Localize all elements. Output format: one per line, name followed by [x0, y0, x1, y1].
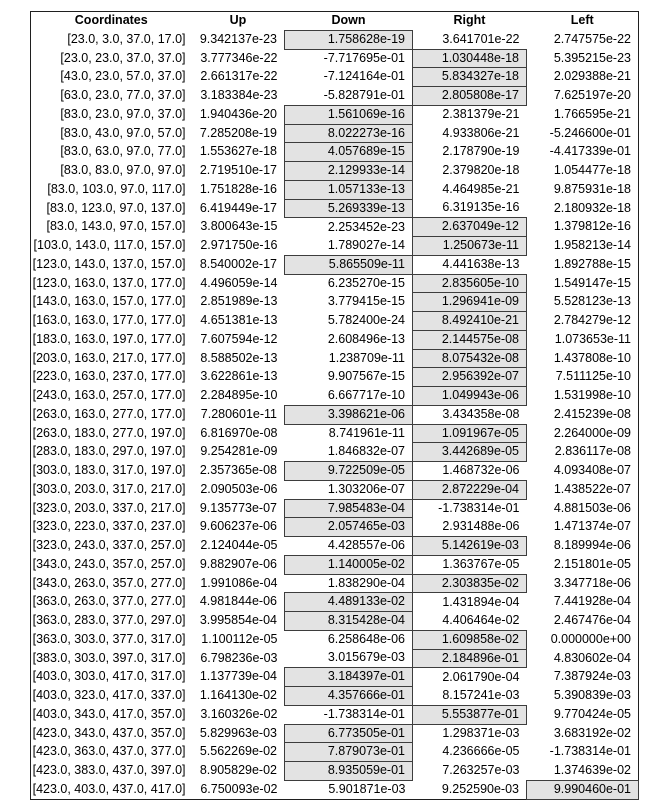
cell-right: 2.835605e-10	[413, 274, 527, 293]
cell-down: 8.315428e-04	[285, 612, 413, 631]
cell-coordinates: [223.0, 163.0, 237.0, 177.0]	[32, 369, 186, 384]
cell-down: 2.253452e-23	[327, 219, 405, 234]
cell-left: 9.990460e-01	[527, 780, 639, 799]
table-row	[31, 780, 639, 799]
table-row	[31, 312, 639, 331]
cell-down: 6.773505e-01	[285, 724, 413, 743]
cell-coordinates: [363.0, 263.0, 377.0, 277.0]	[32, 594, 186, 609]
cell-right: 2.381379e-21	[442, 107, 520, 121]
cell-left: 2.836117e-08	[554, 444, 631, 459]
cell-right: 2.379820e-18	[442, 163, 520, 177]
cell-coordinates: [323.0, 243.0, 337.0, 257.0]	[32, 538, 186, 552]
cell-down: 1.758628e-19	[285, 30, 413, 49]
table-row	[31, 649, 639, 668]
cell-left: 1.379812e-16	[553, 219, 631, 234]
cell-up: 8.588502e-13	[200, 350, 278, 365]
cell-down: 1.838290e-04	[327, 575, 405, 590]
cell-coordinates: [423.0, 383.0, 437.0, 397.0]	[32, 763, 186, 777]
table-row	[31, 762, 639, 781]
cell-right: 3.641701e-22	[442, 31, 520, 46]
cell-coordinates: [323.0, 223.0, 337.0, 237.0]	[32, 519, 186, 534]
cell-down: 9.722509e-05	[285, 462, 413, 481]
table-row	[31, 705, 639, 724]
cell-up: 1.164130e-02	[199, 688, 277, 702]
cell-right: 5.553877e-01	[413, 705, 527, 724]
cell-left: 3.347718e-06	[553, 575, 631, 590]
cell-coordinates: [363.0, 303.0, 377.0, 317.0]	[32, 631, 186, 646]
table-row	[31, 237, 639, 256]
cell-right: 4.464985e-21	[442, 181, 520, 196]
cell-down: -5.828791e-01	[323, 87, 405, 102]
cell-right: 7.263257e-03	[442, 763, 520, 777]
cell-right: 2.805808e-17	[413, 87, 527, 106]
cell-up: 9.342137e-23	[199, 31, 277, 46]
cell-down: 1.846832e-07	[327, 444, 405, 458]
cell-left: -4.417339e-01	[549, 144, 631, 159]
cell-up: 9.606237e-06	[199, 519, 277, 534]
cell-coordinates: [283.0, 183.0, 297.0, 197.0]	[32, 444, 186, 459]
cell-up: 5.562269e-02	[199, 744, 277, 759]
cell-right: 4.933806e-21	[442, 125, 520, 140]
cell-left: 4.830602e-04	[553, 650, 631, 665]
cell-down: 2.608496e-13	[327, 331, 405, 346]
table-row	[31, 593, 639, 612]
column-header-coordinates: Coordinates	[74, 13, 148, 28]
table-row	[31, 555, 639, 574]
cell-left: 1.374639e-02	[553, 762, 631, 777]
cell-right: 2.956392e-07	[413, 368, 527, 387]
cell-up: 2.124044e-05	[200, 538, 278, 552]
cell-right: 3.442689e-05	[413, 443, 527, 462]
cell-up: 3.777346e-22	[200, 50, 278, 65]
cell-right: 2.931488e-06	[442, 519, 520, 533]
cell-right: 1.296941e-09	[413, 293, 527, 312]
cell-down: 1.140005e-02	[285, 555, 413, 574]
cell-up: 3.622861e-13	[200, 369, 278, 384]
cell-up: 4.496059e-14	[200, 275, 278, 290]
cell-down: 1.057133e-13	[285, 180, 413, 199]
cell-up: 5.829963e-03	[199, 725, 277, 740]
cell-down: 1.303206e-07	[327, 481, 405, 496]
cell-down: 6.667717e-10	[327, 387, 405, 402]
cell-up: 7.285208e-19	[199, 125, 277, 140]
cell-down: 1.789027e-14	[327, 237, 405, 252]
cell-right: 8.492410e-21	[413, 312, 527, 331]
cell-left: 2.264000e-09	[553, 425, 631, 440]
cell-left: 2.029388e-21	[553, 69, 631, 84]
cell-left: 7.511125e-10	[555, 369, 631, 384]
cell-coordinates: [403.0, 323.0, 417.0, 337.0]	[32, 688, 186, 702]
table-row	[31, 668, 639, 687]
cell-up: 1.137739e-04	[199, 669, 277, 684]
cell-up: 4.981844e-06	[199, 594, 277, 609]
cell-left: -1.738314e-01	[549, 744, 631, 759]
table-row	[31, 480, 639, 499]
cell-down: 5.269339e-13	[285, 199, 413, 218]
cell-coordinates: [23.0, 23.0, 37.0, 37.0]	[60, 50, 186, 65]
cell-up: 2.357365e-08	[199, 463, 277, 477]
cell-right: 3.434358e-08	[442, 406, 520, 421]
cell-left: 9.875931e-18	[553, 181, 631, 196]
table-row	[31, 462, 639, 481]
column-header-right: Right	[453, 13, 486, 28]
cell-left: 9.770424e-05	[553, 706, 631, 721]
cell-right: 1.049943e-06	[413, 387, 527, 406]
table-row	[31, 49, 639, 68]
cell-down: 3.398621e-06	[285, 405, 413, 424]
table-row	[31, 143, 639, 162]
cell-coordinates: [83.0, 23.0, 97.0, 37.0]	[60, 106, 186, 121]
table-row	[31, 743, 639, 762]
cell-left: 1.766595e-21	[553, 106, 631, 121]
cell-left: 1.531998e-10	[553, 388, 631, 402]
cell-up: 6.419449e-17	[199, 200, 277, 215]
cell-coordinates: [403.0, 343.0, 417.0, 357.0]	[32, 706, 186, 721]
cell-left: 3.683192e-02	[553, 725, 631, 740]
cell-right: 2.144575e-08	[413, 330, 527, 349]
cell-down: -1.738314e-01	[323, 706, 405, 721]
table-row	[31, 105, 639, 124]
cell-left: 1.471374e-07	[553, 519, 631, 534]
cell-left: 1.073653e-11	[554, 331, 631, 346]
cell-down: 4.357666e-01	[285, 687, 413, 706]
column-header-down: Down	[331, 13, 366, 27]
column-header-up: Up	[229, 13, 247, 28]
cell-right: 1.250673e-11	[413, 237, 527, 256]
cell-left: 1.437808e-10	[553, 350, 631, 365]
cell-right: 2.061790e-04	[442, 669, 520, 684]
cell-down: 7.985483e-04	[285, 499, 413, 518]
cell-up: 9.254281e-09	[200, 444, 278, 459]
cell-up: 7.607594e-12	[200, 331, 278, 346]
cell-left: 4.093408e-07	[553, 463, 631, 477]
cell-coordinates: [83.0, 43.0, 97.0, 57.0]	[60, 125, 186, 140]
cell-coordinates: [143.0, 163.0, 157.0, 177.0]	[32, 294, 186, 309]
cell-right: 9.252590e-03	[441, 781, 519, 796]
cell-right: 2.184896e-01	[413, 649, 527, 668]
cell-right: 1.363767e-05	[442, 556, 520, 571]
cell-right: 1.431894e-04	[442, 594, 520, 609]
table-row	[31, 499, 639, 518]
cell-coordinates: [43.0, 23.0, 57.0, 37.0]	[60, 69, 186, 84]
table-header-row	[31, 12, 639, 31]
table-row	[31, 68, 639, 87]
cell-left: 1.054477e-18	[553, 163, 631, 177]
cell-up: 9.882907e-06	[199, 556, 277, 571]
cell-up: 6.750093e-02	[200, 781, 278, 796]
table-row	[31, 180, 639, 199]
cell-left: 5.528123e-13	[553, 294, 631, 309]
cell-coordinates: [103.0, 143.0, 117.0, 157.0]	[33, 238, 186, 252]
cell-right: 2.637049e-12	[413, 218, 527, 237]
cell-right: 8.075432e-08	[413, 349, 527, 368]
cell-coordinates: [123.0, 163.0, 137.0, 177.0]	[32, 275, 186, 290]
cell-coordinates: [183.0, 163.0, 197.0, 177.0]	[32, 331, 186, 346]
cell-down: 1.238709e-11	[328, 350, 405, 365]
cell-coordinates: [243.0, 163.0, 257.0, 177.0]	[32, 388, 186, 402]
cell-down: 4.489133e-02	[285, 593, 413, 612]
cell-down: 3.779415e-15	[327, 294, 405, 309]
cell-coordinates: [203.0, 163.0, 217.0, 177.0]	[32, 350, 186, 365]
table-row	[31, 612, 639, 631]
cell-left: 2.415239e-08	[553, 406, 631, 421]
cell-coordinates: [343.0, 263.0, 357.0, 277.0]	[32, 575, 186, 590]
cell-coordinates: [403.0, 303.0, 417.0, 317.0]	[32, 669, 186, 684]
cell-down: 1.561069e-16	[285, 105, 413, 124]
cell-coordinates: [303.0, 203.0, 317.0, 217.0]	[32, 481, 186, 496]
cell-up: 3.183384e-23	[200, 88, 278, 102]
cell-right: 2.872229e-04	[413, 480, 527, 499]
table-row	[31, 630, 639, 649]
cell-up: 4.651381e-13	[200, 313, 278, 327]
cell-coordinates: [163.0, 163.0, 177.0, 177.0]	[32, 313, 186, 327]
table-row	[31, 293, 639, 312]
q-values-table	[30, 11, 639, 800]
cell-up: 2.851989e-13	[200, 294, 278, 309]
cell-down: 7.879073e-01	[285, 743, 413, 762]
cell-coordinates: [383.0, 303.0, 397.0, 317.0]	[32, 650, 186, 665]
cell-coordinates: [323.0, 203.0, 337.0, 217.0]	[32, 500, 186, 515]
cell-up: 8.540002e-17	[199, 256, 277, 271]
table-row	[31, 274, 639, 293]
table-row	[31, 687, 639, 706]
cell-down: 6.258648e-06	[327, 632, 405, 646]
cell-right: 5.142619e-03	[413, 537, 527, 556]
cell-left: 1.958213e-14	[553, 238, 631, 252]
cell-left: 1.438522e-07	[553, 481, 631, 496]
table-row	[31, 218, 639, 237]
cell-down: 8.741961e-11	[328, 425, 405, 440]
table-row	[31, 405, 639, 424]
cell-coordinates: [83.0, 63.0, 97.0, 77.0]	[60, 144, 186, 159]
cell-up: 3.160326e-02	[200, 706, 278, 721]
cell-up: 1.940436e-20	[199, 106, 277, 121]
cell-coordinates: [343.0, 243.0, 357.0, 257.0]	[32, 556, 186, 571]
cell-up: 2.284895e-10	[200, 388, 278, 402]
cell-right: 5.834327e-18	[413, 68, 527, 87]
cell-left: 5.390839e-03	[553, 688, 631, 702]
cell-coordinates: [83.0, 143.0, 97.0, 157.0]	[46, 219, 186, 234]
column-header-left: Left	[570, 13, 594, 28]
table-row	[31, 574, 639, 593]
cell-down: 3.184397e-01	[285, 668, 413, 687]
cell-right: -1.738314e-01	[438, 500, 520, 515]
cell-coordinates: [303.0, 183.0, 317.0, 197.0]	[32, 463, 186, 477]
cell-right: 1.091967e-05	[413, 424, 527, 443]
cell-left: 2.151801e-05	[553, 556, 631, 571]
cell-left: 0.000000e+00	[550, 631, 631, 646]
cell-up: 8.905829e-02	[199, 763, 277, 777]
table-row	[31, 518, 639, 537]
cell-down: -7.717695e-01	[323, 50, 405, 65]
table-row	[31, 349, 639, 368]
cell-down: 5.782400e-24	[327, 313, 405, 327]
cell-up: 6.816970e-08	[200, 425, 278, 440]
cell-left: 7.441928e-04	[553, 594, 631, 609]
cell-down: -7.124164e-01	[323, 69, 405, 84]
cell-coordinates: [423.0, 403.0, 437.0, 417.0]	[32, 781, 186, 796]
cell-up: 2.090503e-06	[200, 481, 278, 496]
cell-up: 1.991086e-04	[200, 575, 278, 590]
table-row	[31, 368, 639, 387]
cell-right: 2.178790e-19	[442, 144, 520, 159]
cell-left: 7.387924e-03	[553, 669, 631, 684]
cell-right: 1.468732e-06	[442, 463, 520, 477]
cell-left: 2.467476e-04	[553, 613, 631, 627]
cell-coordinates: [83.0, 83.0, 97.0, 97.0]	[60, 163, 186, 177]
cell-up: 1.553627e-18	[199, 144, 277, 159]
cell-down: 6.235270e-15	[327, 275, 405, 290]
cell-left: 5.395215e-23	[553, 50, 631, 65]
cell-coordinates: [263.0, 163.0, 277.0, 177.0]	[32, 406, 186, 421]
cell-left: 1.549147e-15	[553, 275, 631, 290]
cell-right: 4.236666e-05	[442, 744, 520, 759]
table-row	[31, 537, 639, 556]
cell-up: 1.751828e-16	[199, 181, 277, 196]
cell-up: 3.995854e-04	[199, 613, 277, 627]
cell-down: 2.129933e-14	[285, 162, 413, 181]
table-row	[31, 330, 639, 349]
cell-right: 1.030448e-18	[413, 49, 527, 68]
table-row	[31, 443, 639, 462]
cell-down: 5.901871e-03	[328, 781, 406, 796]
table-row	[31, 724, 639, 743]
cell-coordinates: [123.0, 143.0, 137.0, 157.0]	[32, 256, 186, 271]
cell-left: 2.784279e-12	[553, 313, 631, 327]
cell-up: 3.800643e-15	[200, 219, 278, 234]
cell-down: 4.428557e-06	[327, 538, 405, 552]
cell-down: 8.022273e-16	[285, 124, 413, 143]
cell-right: 8.157241e-03	[442, 687, 520, 702]
cell-coordinates: [83.0, 123.0, 97.0, 137.0]	[46, 200, 186, 215]
cell-left: 8.189994e-06	[553, 538, 631, 552]
cell-coordinates: [263.0, 183.0, 277.0, 197.0]	[32, 425, 186, 440]
table-row	[31, 255, 639, 274]
cell-down: 4.057689e-15	[285, 143, 413, 162]
cell-coordinates: [83.0, 103.0, 97.0, 117.0]	[47, 181, 186, 196]
cell-right: 4.441638e-13	[442, 256, 520, 271]
cell-coordinates: [423.0, 363.0, 437.0, 377.0]	[32, 744, 186, 759]
cell-left: 1.892788e-15	[553, 256, 631, 271]
cell-right: 1.298371e-03	[442, 725, 520, 740]
table-row	[31, 162, 639, 181]
cell-coordinates: [23.0, 3.0, 37.0, 17.0]	[67, 31, 186, 46]
cell-down: 8.935059e-01	[285, 762, 413, 781]
cell-down: 5.865509e-11	[285, 255, 413, 274]
cell-up: 9.135773e-07	[199, 500, 277, 515]
cell-right: 1.609858e-02	[413, 630, 527, 649]
cell-up: 6.798236e-03	[200, 650, 278, 665]
cell-coordinates: [363.0, 283.0, 377.0, 297.0]	[32, 613, 186, 627]
cell-up: 2.719510e-17	[199, 163, 277, 177]
cell-left: 2.747575e-22	[553, 31, 631, 46]
cell-right: 2.303835e-02	[413, 574, 527, 593]
table-row	[31, 87, 639, 106]
cell-down: 2.057465e-03	[285, 518, 413, 537]
cell-coordinates: [63.0, 23.0, 77.0, 37.0]	[60, 88, 186, 102]
table-row	[31, 30, 639, 49]
cell-left: 7.625197e-20	[553, 88, 631, 102]
cell-down: 9.907567e-15	[327, 369, 405, 384]
table-row	[31, 424, 639, 443]
cell-right: 4.406464e-02	[442, 612, 520, 627]
cell-up: 2.661317e-22	[200, 69, 278, 84]
cell-left: -5.246600e-01	[549, 125, 631, 140]
cell-up: 7.280601e-11	[200, 406, 277, 421]
cell-left: 2.180932e-18	[553, 200, 631, 215]
cell-down: 3.015679e-03	[327, 650, 405, 665]
table-body	[31, 30, 639, 799]
table-row	[31, 124, 639, 143]
table-row	[31, 199, 639, 218]
cell-right: 6.319135e-16	[442, 200, 520, 215]
cell-up: 1.100112e-05	[201, 631, 278, 646]
cell-left: 4.881503e-06	[553, 500, 631, 515]
cell-coordinates: [423.0, 343.0, 437.0, 357.0]	[32, 725, 186, 740]
cell-up: 2.971750e-16	[200, 238, 278, 252]
q-values-table-figure	[30, 11, 639, 800]
table-row	[31, 387, 639, 406]
